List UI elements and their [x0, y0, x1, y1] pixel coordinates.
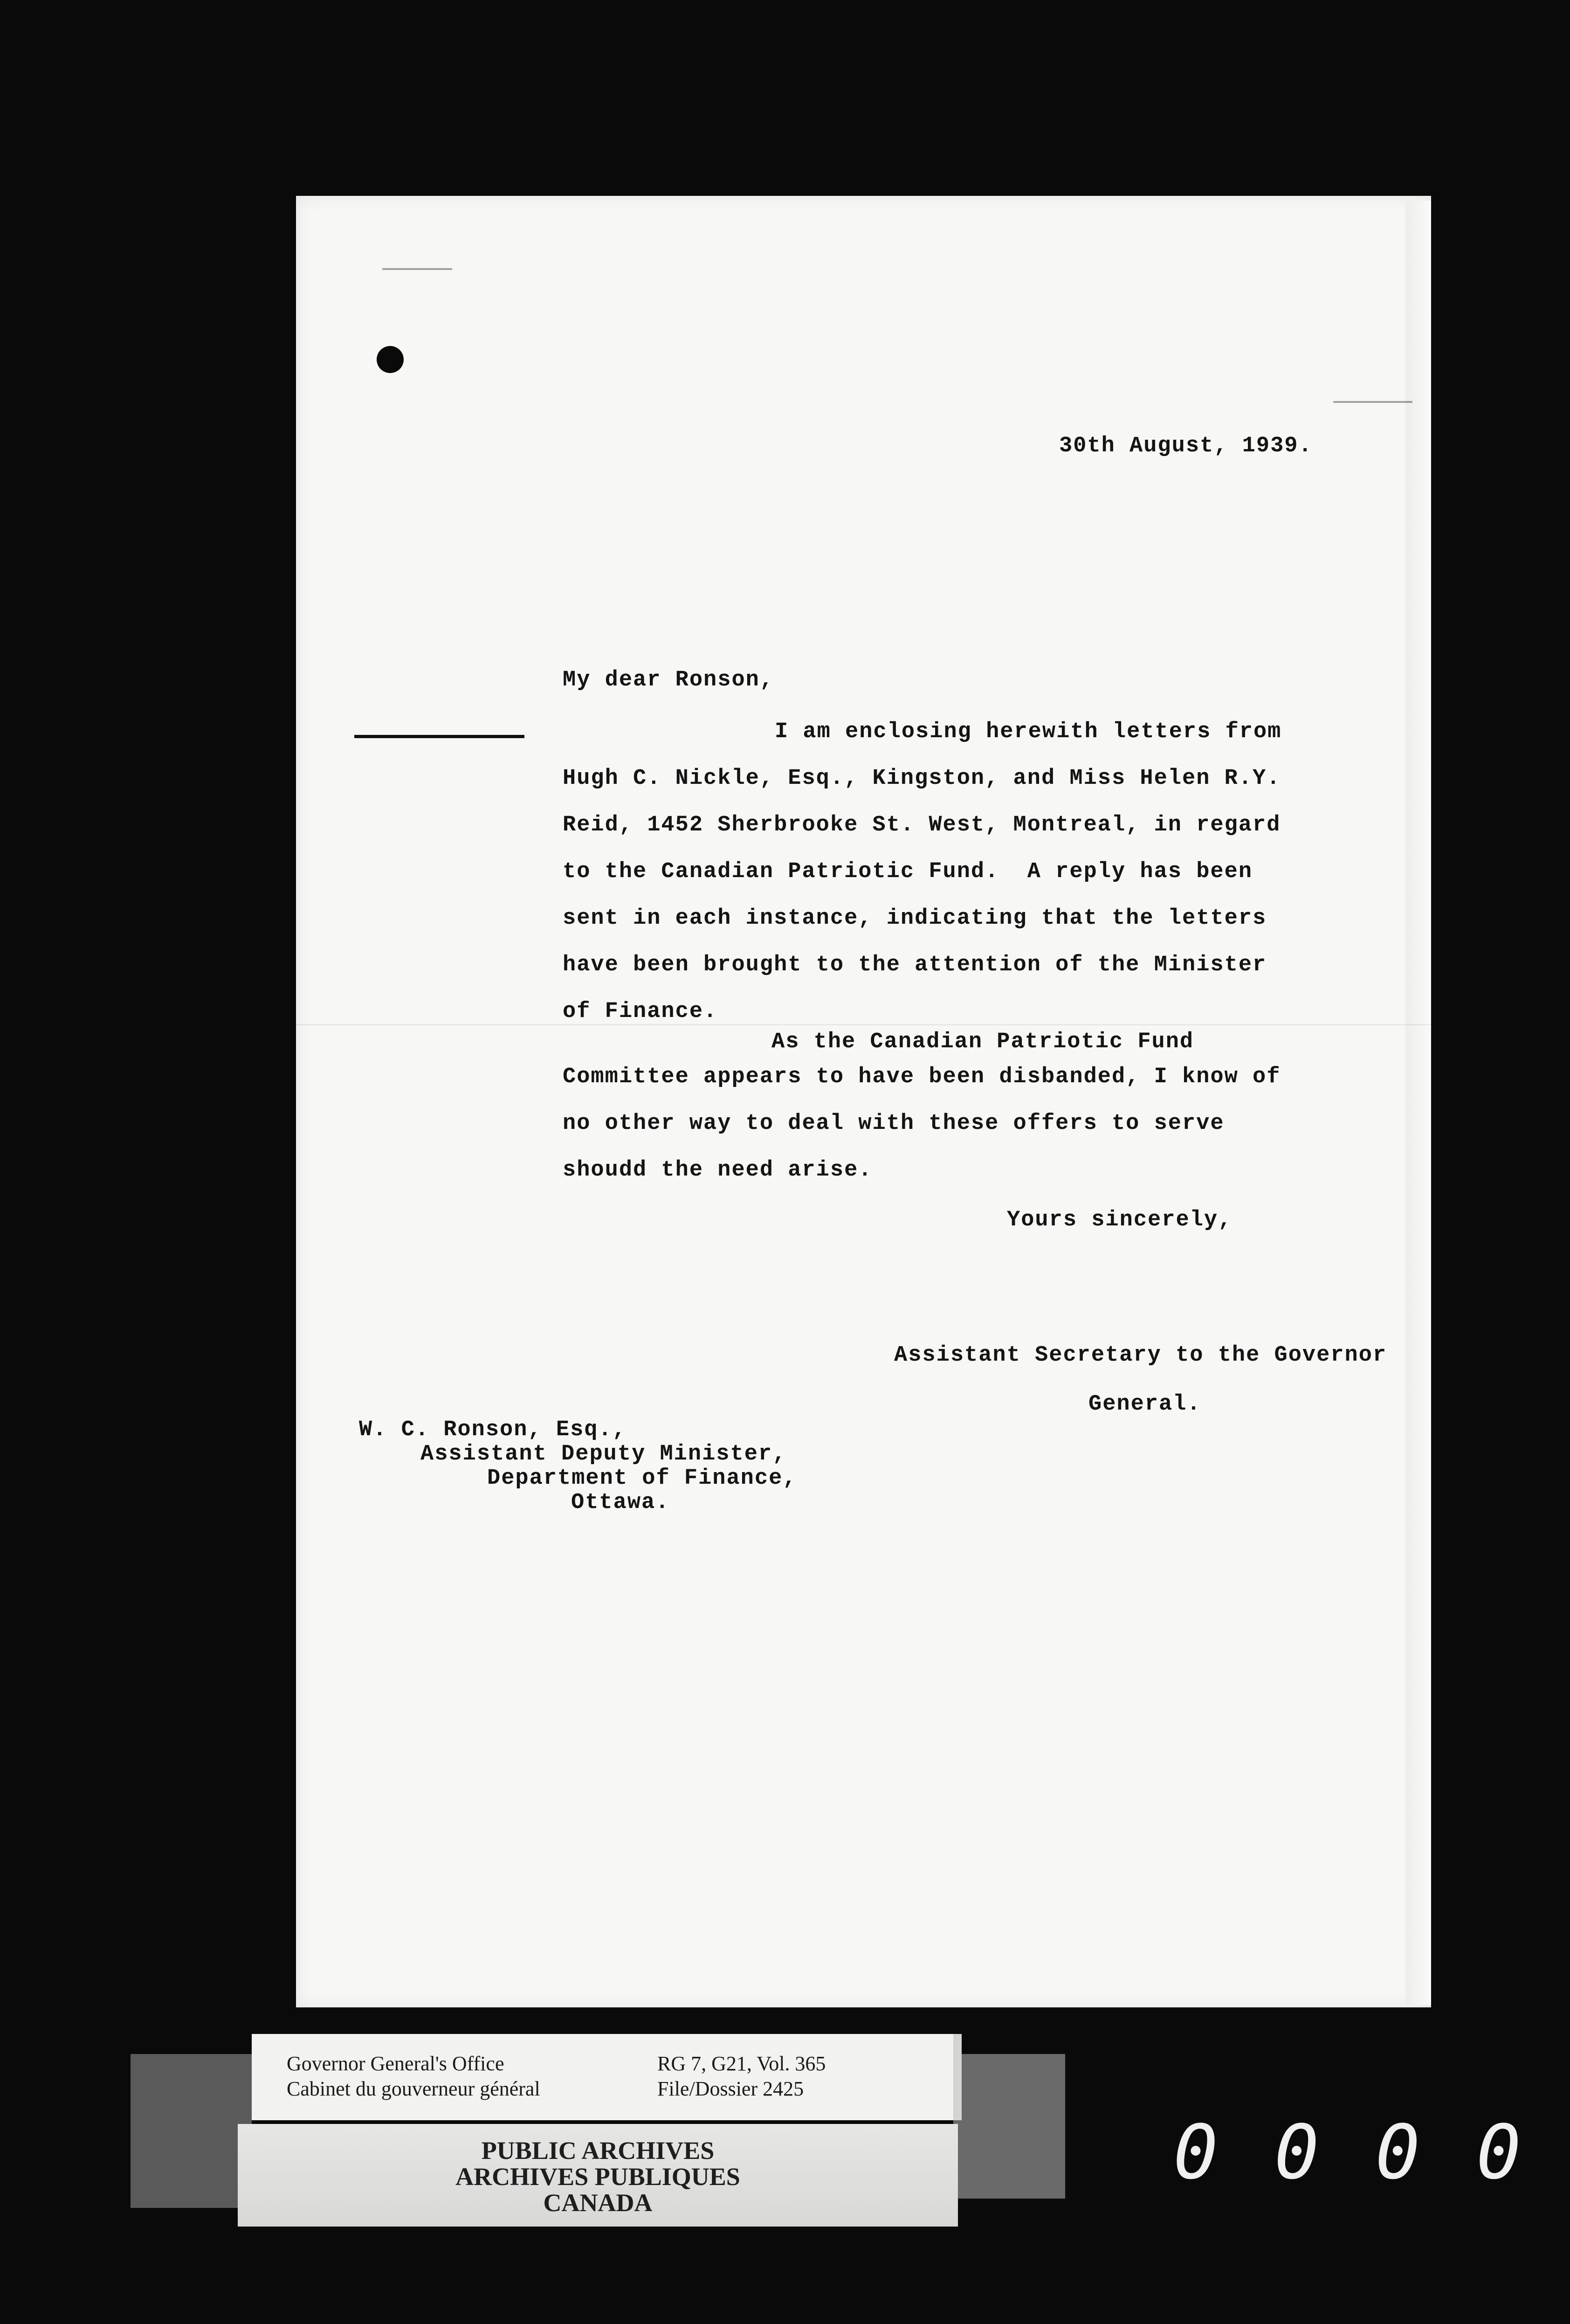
- body-line: I am enclosing herewith letters from: [775, 719, 1282, 744]
- body-line: have been brought to the attention of the Minister: [563, 953, 1267, 977]
- recipient-title: Assistant Deputy Minister,: [420, 1442, 787, 1466]
- record-group-reference: RG 7, G21, Vol. 365: [657, 2052, 826, 2075]
- punch-hole: [377, 346, 404, 373]
- ink-smudge: [1333, 401, 1412, 403]
- frame-counter-digit: 0: [1476, 2108, 1522, 2196]
- archive-reference-label: [252, 2034, 962, 2120]
- signature-title-line2: General.: [1088, 1392, 1201, 1417]
- letter-date: 30th August, 1939.: [1059, 434, 1313, 458]
- body-line: Hugh C. Nickle, Esq., Kingston, and Miss Helen R.Y.: [563, 766, 1281, 791]
- body-line: to the Canadian Patriotic Fund. A reply has been: [563, 859, 1253, 884]
- margin-rule-mark: [354, 735, 524, 738]
- archives-stamp-label: [238, 2124, 958, 2227]
- office-french: Cabinet du gouverneur général: [287, 2077, 540, 2100]
- archives-line-1: PUBLIC ARCHIVES: [481, 2137, 715, 2165]
- letter-salutation: My dear Ronson,: [563, 668, 774, 692]
- recipient-department: Department of Finance,: [487, 1466, 797, 1491]
- body-line: Reid, 1452 Sherbrooke St. West, Montreal, in regard: [563, 813, 1281, 837]
- archives-line-2: ARCHIVES PUBLIQUES: [455, 2163, 740, 2191]
- archives-line-3: CANADA: [543, 2189, 653, 2217]
- letter-body: [563, 709, 1336, 1194]
- frame-counter-digit: 0: [1274, 2108, 1319, 2196]
- body-line: Committee appears to have been disbanded, I know of: [563, 1065, 1281, 1089]
- sheet-edge: [1405, 201, 1431, 2005]
- film-holder-right: [953, 2054, 1065, 2199]
- body-line: no other way to deal with these offers to serve: [563, 1111, 1225, 1136]
- ink-smudge: [382, 268, 452, 270]
- letter-closing: Yours sincerely,: [1007, 1208, 1233, 1232]
- recipient-name: W. C. Ronson, Esq.,: [359, 1418, 627, 1442]
- body-line: As the Canadian Patriotic Fund: [771, 1030, 1194, 1054]
- frame-counter: [1156, 2108, 1538, 2196]
- film-holder-left: [131, 2054, 252, 2208]
- file-dossier-number: File/Dossier 2425: [657, 2077, 804, 2100]
- frame-counter-digit: 0: [1173, 2108, 1219, 2196]
- frame-counter-digit: 0: [1375, 2108, 1420, 2196]
- recipient-city: Ottawa.: [571, 1490, 670, 1515]
- body-line: shoudd the need arise.: [563, 1158, 873, 1183]
- office-english: Governor General's Office: [287, 2052, 504, 2075]
- body-line: of Finance.: [563, 999, 718, 1024]
- signature-title-line1: Assistant Secretary to the Governor: [894, 1343, 1387, 1368]
- body-line: sent in each instance, indicating that the letters: [563, 906, 1267, 931]
